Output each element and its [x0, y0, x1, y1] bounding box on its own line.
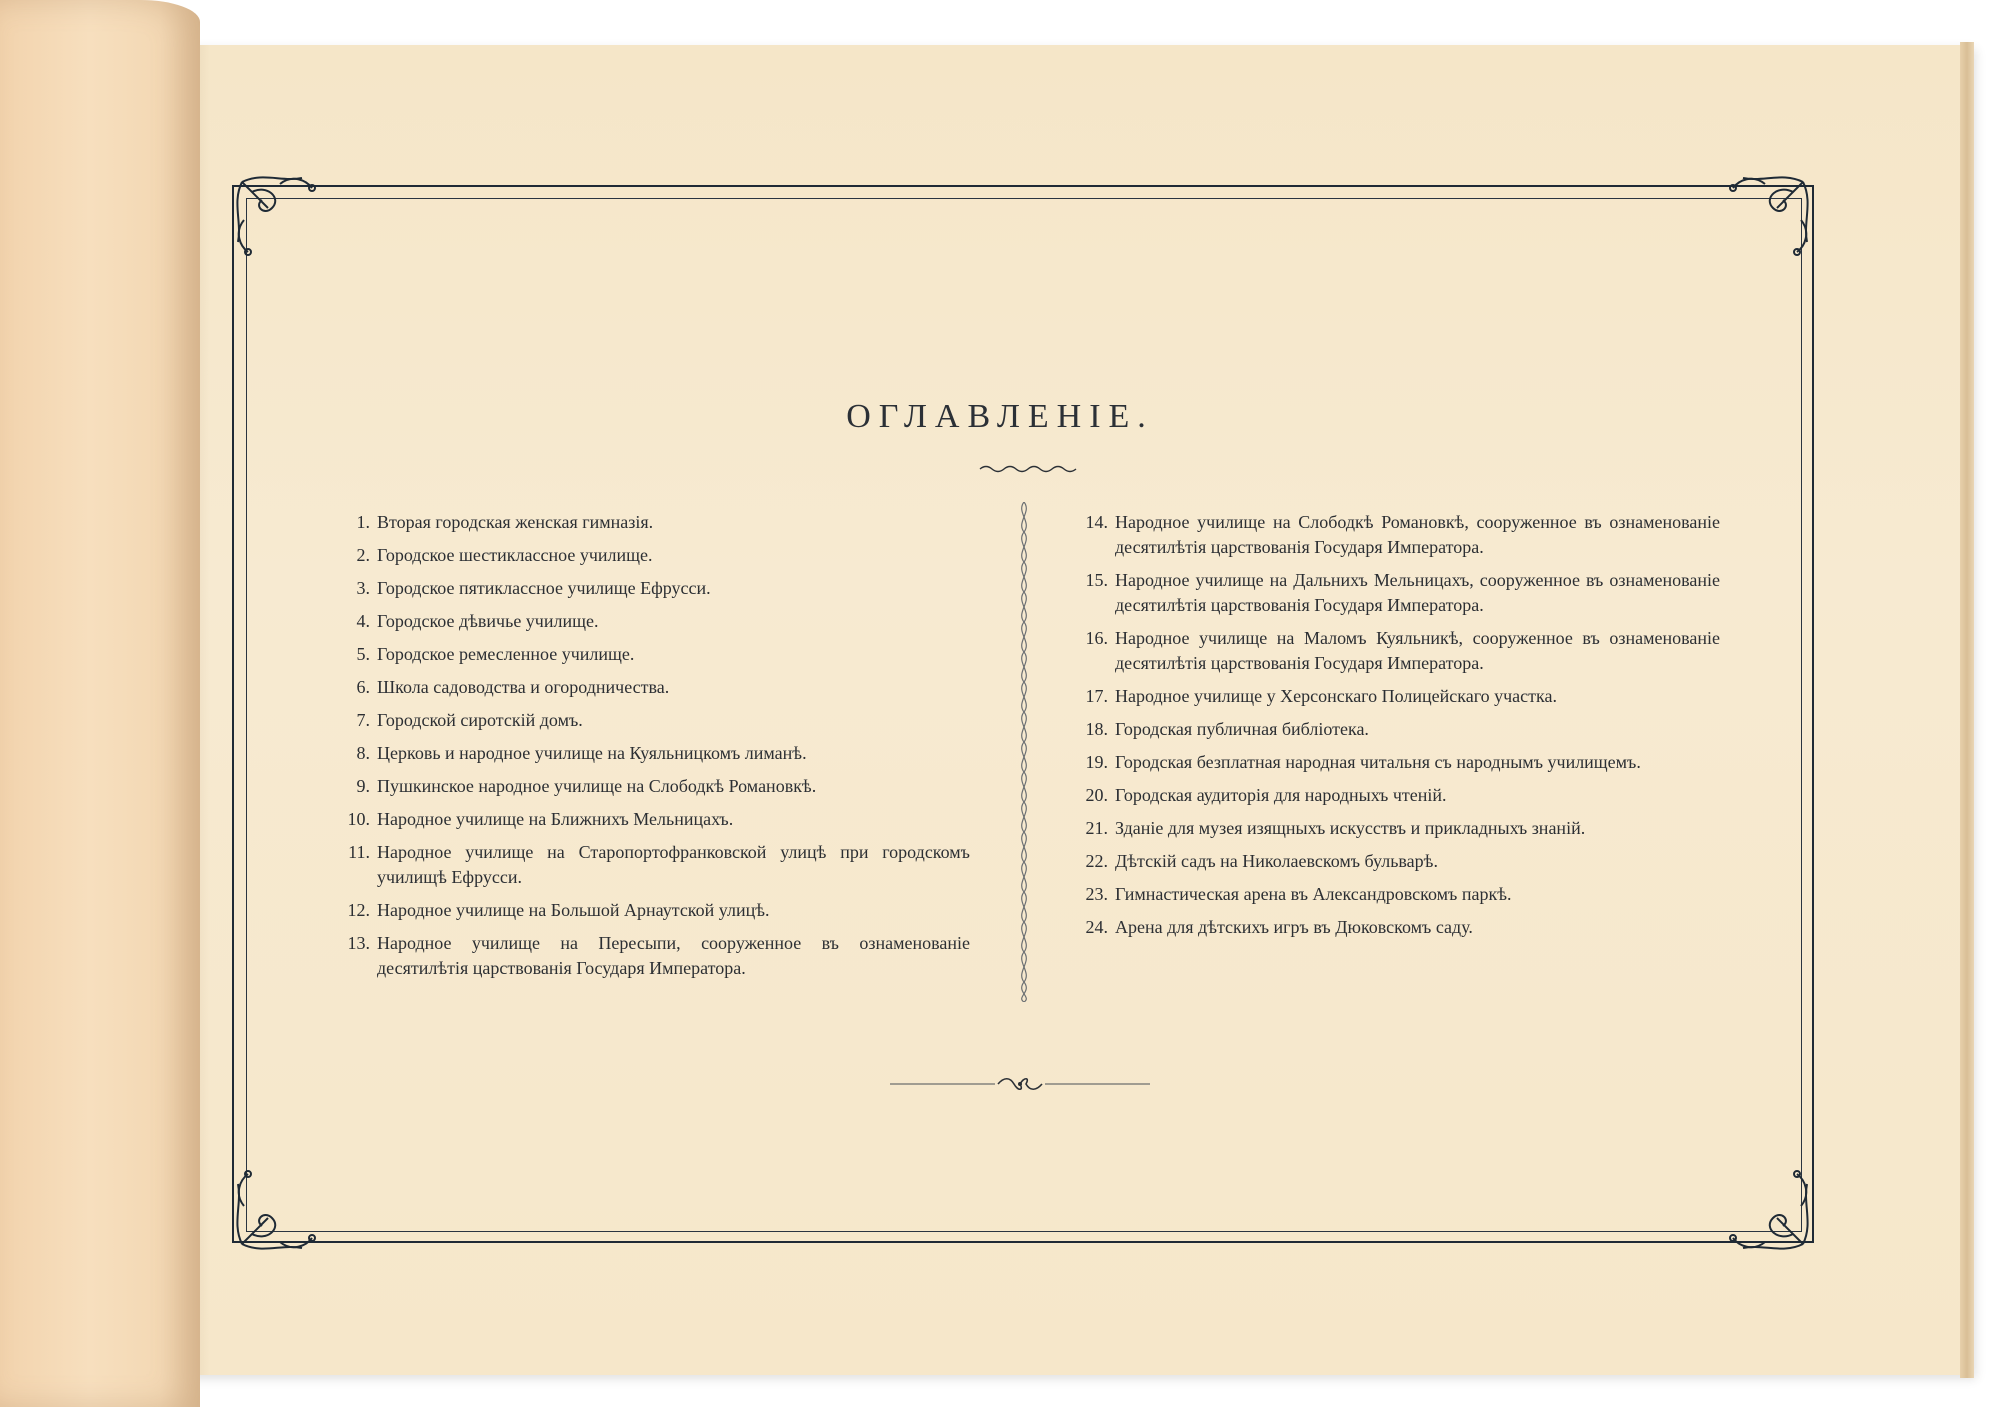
toc-entry-text: Народное училище на Старопортофранковской улицѣ при городскомъ училищѣ Ефрусси.: [377, 842, 970, 887]
toc-entry-text: Пушкинское народное училище на Слободкѣ Романовкѣ.: [377, 776, 817, 796]
toc-entry: [1068, 816, 1720, 841]
toc-entry-text: Городское шестиклассное училище.: [377, 545, 653, 565]
bottom-flourish-icon: [890, 1074, 1150, 1094]
toc-entry-number: 7.: [356, 710, 370, 730]
toc-entry-number: 2.: [356, 545, 370, 565]
toc-entry-text: Школа садоводства и огородничества.: [377, 677, 670, 697]
toc-entry-number: 20.: [1085, 785, 1108, 805]
toc-entry-text: Городское пятиклассное училище Ефрусси.: [377, 578, 711, 598]
toc-entry: [1068, 510, 1720, 560]
toc-entry-number: 6.: [356, 677, 370, 697]
toc-entry-number: 9.: [356, 776, 370, 796]
title-flourish-icon: [978, 462, 1078, 476]
toc-entry-text: Городская публичная библіотека.: [1115, 719, 1369, 739]
toc-entry-text: Народное училище на Дальнихъ Мельницахъ, сооруженное въ ознаменованіе десятилѣтія царствованія Государя Императора.: [1115, 570, 1720, 615]
toc-entry-number: 8.: [356, 743, 370, 763]
toc-entry-text: Народное училище на Ближнихъ Мельницахъ.: [377, 809, 734, 829]
toc-entry-number: 1.: [356, 512, 370, 532]
toc-entry-number: 19.: [1085, 752, 1108, 772]
toc-entry: [330, 774, 970, 799]
toc-entry: [330, 840, 970, 890]
toc-entry-text: Народное училище у Херсонскаго Полицейскаго участка.: [1115, 686, 1557, 706]
toc-entry-number: 15.: [1085, 570, 1108, 590]
toc-entry: [330, 642, 970, 667]
toc-entry-number: 23.: [1085, 884, 1108, 904]
toc-entry-text: Народное училище на Большой Арнаутской улицѣ.: [377, 900, 770, 920]
toc-entry-number: 11.: [348, 842, 370, 862]
toc-entry-number: 3.: [356, 578, 370, 598]
toc-entry-text: Вторая городская женская гимназія.: [377, 512, 654, 532]
toc-entry-number: 4.: [356, 611, 370, 631]
toc-entry: [1068, 717, 1720, 742]
toc-entry-text: Городская безплатная народная читальня съ народнымъ училищемъ.: [1115, 752, 1641, 772]
toc-entry: [1068, 684, 1720, 709]
page-edge: [1960, 42, 1974, 1378]
toc-entry: [1068, 882, 1720, 907]
toc-entry-text: Народное училище на Пересыпи, сооруженное въ ознаменованіе десятилѣтія царствованія Государя Императора.: [377, 933, 970, 978]
toc-entry-number: 14.: [1085, 512, 1108, 532]
toc-entry-number: 12.: [347, 900, 370, 920]
toc-entry-text: Городской сиротскій домъ.: [377, 710, 583, 730]
toc-entry: [1068, 750, 1720, 775]
toc-entry: [1068, 626, 1720, 676]
toc-entry-text: Дѣтскій садъ на Николаевскомъ бульварѣ.: [1115, 851, 1438, 871]
toc-entry-text: Городское дѣвичье училище.: [377, 611, 599, 631]
toc-column-left: [330, 510, 970, 989]
toc-entry: [330, 931, 970, 981]
toc-entry-number: 24.: [1085, 917, 1108, 937]
page-title: ОГЛАВЛЕНІЕ.: [846, 398, 1154, 435]
vine-divider-icon: [1014, 502, 1034, 1002]
left-page: [0, 0, 200, 1407]
toc-entry-text: Арена для дѣтскихъ игръ въ Дюковскомъ саду.: [1115, 917, 1473, 937]
toc-entry: [330, 609, 970, 634]
toc-entry: [330, 807, 970, 832]
toc-entry: [1068, 568, 1720, 618]
toc-entry: [330, 741, 970, 766]
corner-ornament-icon: [1713, 1154, 1823, 1264]
toc-entry-text: Городская аудиторія для народныхъ чтеній.: [1115, 785, 1447, 805]
toc-entry-text: Народное училище на Слободкѣ Романовкѣ, сооруженное въ ознаменованіе десятилѣтія царствованія Государя Императора.: [1115, 512, 1720, 557]
corner-ornament-icon: [1713, 162, 1823, 272]
toc-entry-number: 5.: [356, 644, 370, 664]
toc-entry-number: 21.: [1085, 818, 1108, 838]
toc-entry: [330, 898, 970, 923]
toc-entry: [1068, 915, 1720, 940]
toc-entry-number: 17.: [1085, 686, 1108, 706]
toc-column-right: [1068, 510, 1720, 948]
toc-entry: [330, 675, 970, 700]
toc-entry: [330, 708, 970, 733]
toc-entry-text: Городское ремесленное училище.: [377, 644, 635, 664]
toc-entry-text: Гимнастическая арена въ Александровскомъ паркѣ.: [1115, 884, 1512, 904]
corner-ornament-icon: [222, 1154, 332, 1264]
corner-ornament-icon: [222, 162, 332, 272]
toc-entry-number: 16.: [1085, 628, 1108, 648]
toc-entry-text: Церковь и народное училище на Куяльницкомъ лиманѣ.: [377, 743, 807, 763]
toc-entry: [330, 510, 970, 535]
toc-entry-number: 22.: [1085, 851, 1108, 871]
toc-entry-number: 18.: [1085, 719, 1108, 739]
toc-entry: [1068, 783, 1720, 808]
toc-entry-text: Народное училище на Маломъ Куяльникѣ, сооруженное въ ознаменованіе десятилѣтія царствованія Государя Императора.: [1115, 628, 1720, 673]
toc-entry: [330, 576, 970, 601]
toc-entry-number: 10.: [347, 809, 370, 829]
toc-entry-number: 13.: [347, 933, 370, 953]
toc-entry: [1068, 849, 1720, 874]
toc-entry-text: Зданіе для музея изящныхъ искусствъ и прикладныхъ знаній.: [1115, 818, 1586, 838]
toc-entry: [330, 543, 970, 568]
